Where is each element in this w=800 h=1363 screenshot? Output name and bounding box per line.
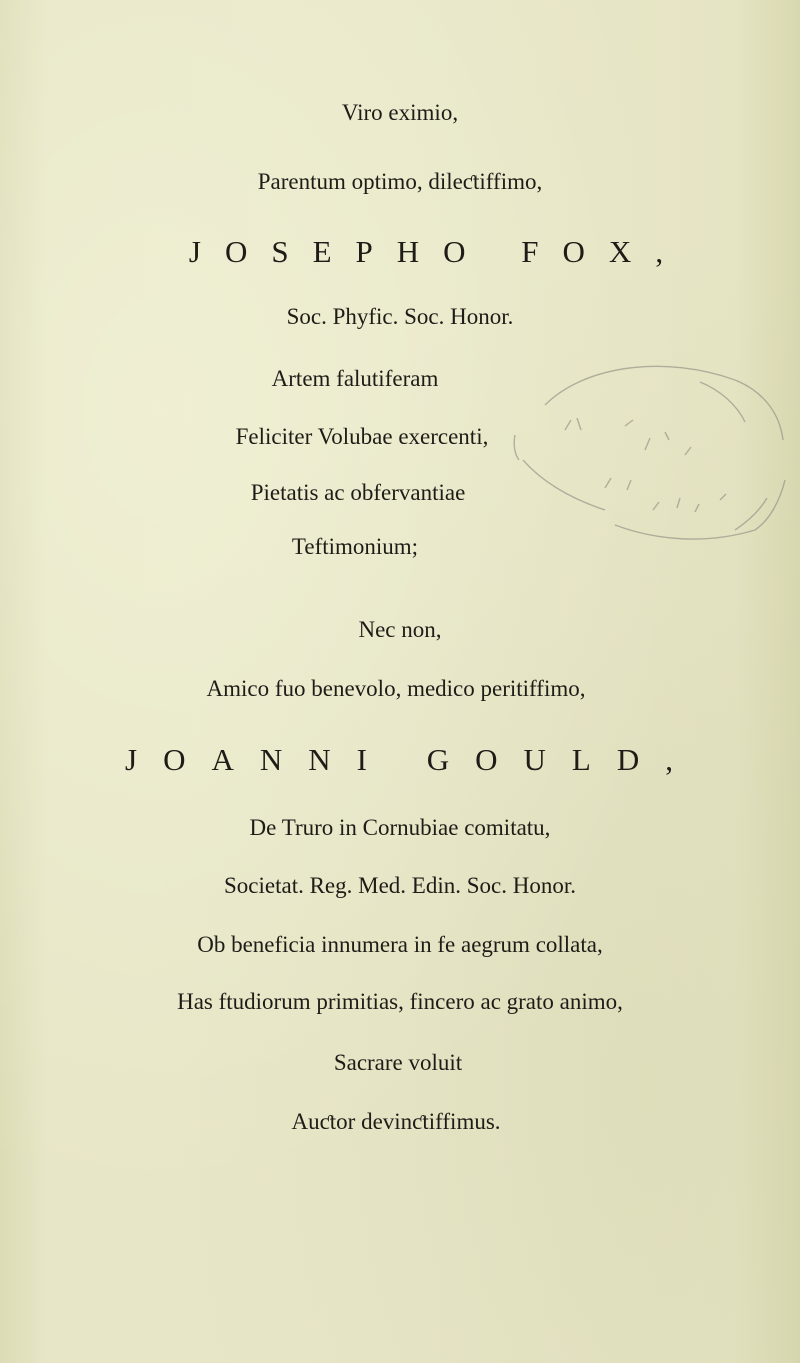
dedication-line-ob-beneficia: Ob beneficia innumera in fe aegrum collata,: [197, 932, 603, 957]
dedication-line-societat: Societat. Reg. Med. Edin. Soc. Honor.: [224, 873, 576, 898]
dedication-line-sacrare: Sacrare voluit: [333, 1050, 463, 1075]
show-through-stamp-mark: [505, 360, 790, 560]
dedication-line-viro-eximio: Viro eximio,: [341, 100, 459, 125]
dedication-line-pietatis: Pietatis ac obfervantiae: [250, 480, 466, 505]
dedication-line-soc-phyfic: Soc. Phyfic. Soc. Honor.: [286, 304, 514, 329]
dedication-line-has-ftudiorum: Has ftudiorum primitias, fincero ac grato animo,: [177, 989, 623, 1014]
dedication-line-amico: Amico fuo benevolo, medico peritiffimo,: [206, 676, 586, 701]
dedicatee-name-josepho-fox: JOSEPHO FOX,: [188, 234, 688, 269]
dedication-line-teftimonium: Teftimonium;: [291, 534, 419, 559]
dedicatee-name-joanni-gould: JOANNI GOULD,: [125, 742, 699, 777]
dedication-line-artem: Artem falutiferam: [271, 366, 439, 391]
dedication-line-nec-non: Nec non,: [358, 617, 442, 642]
dedication-line-feliciter: Feliciter Volubae exercenti,: [235, 424, 489, 449]
dedication-line-de-truro: De Truro in Cornubiae comitatu,: [249, 815, 551, 840]
dedication-line-parentum: Parentum optimo, dileƈtiffimo,: [257, 169, 543, 194]
dedication-line-auctor: Auƈtor devinƈtiffimus.: [291, 1109, 501, 1134]
